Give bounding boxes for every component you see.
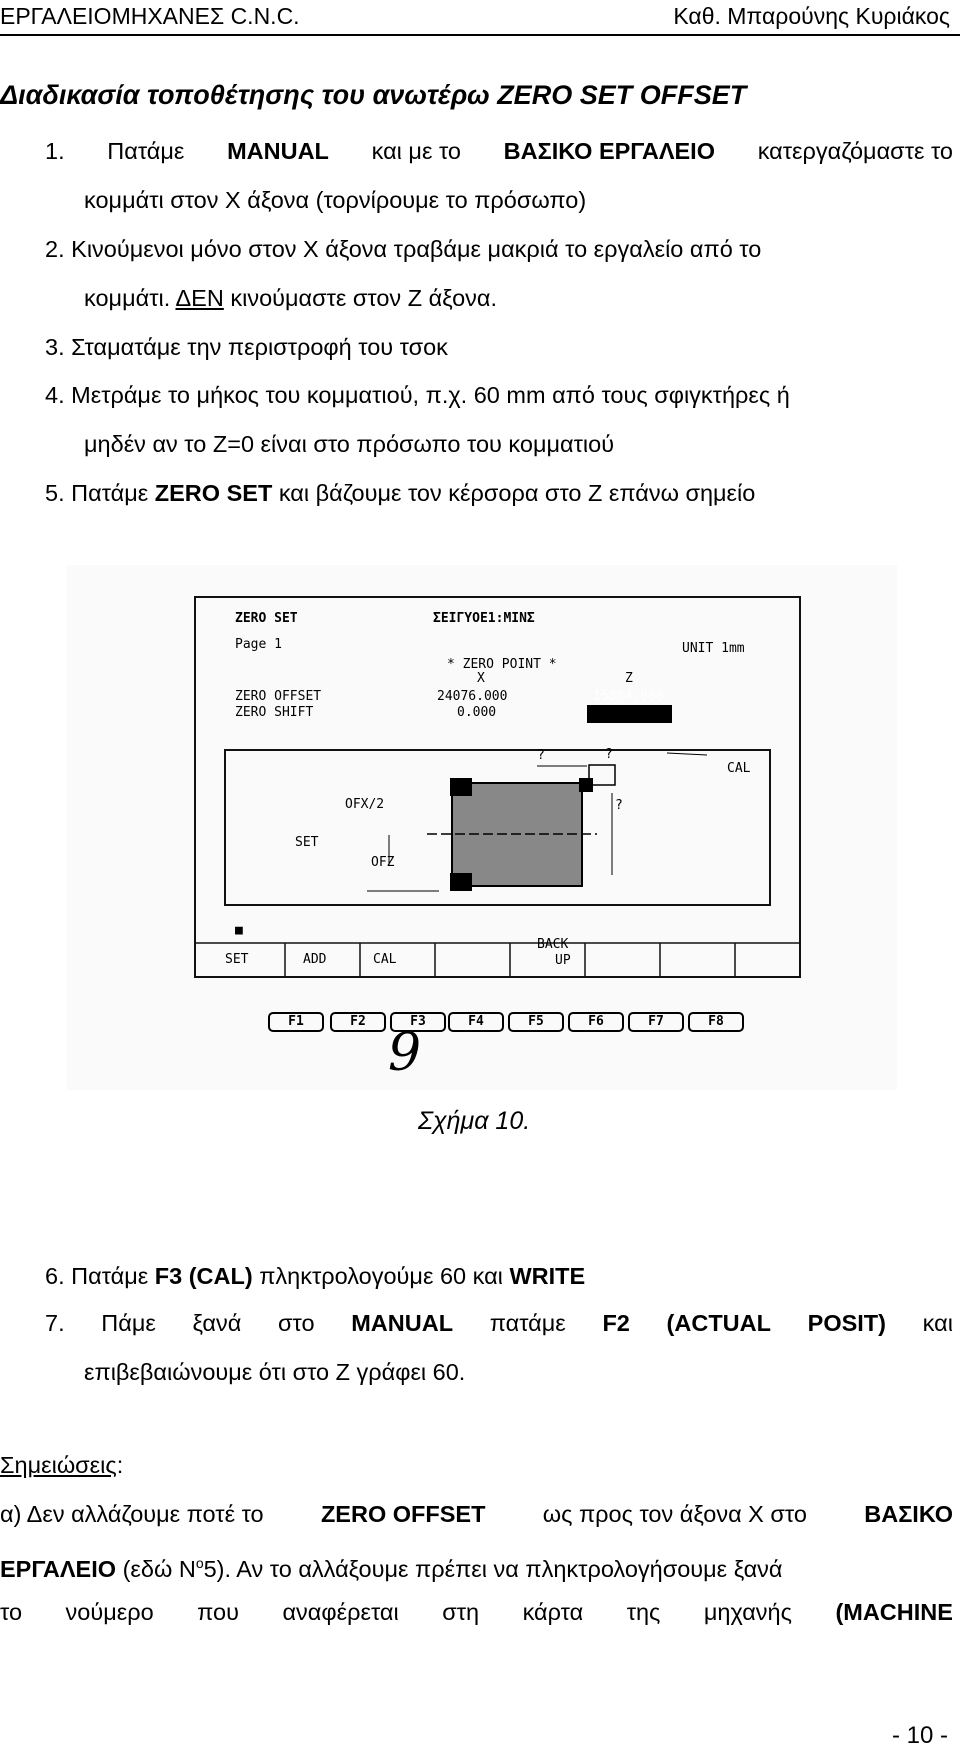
screen-title-tail: ΣΕΙΓΥΟΕ1:ΜΙΝΣ [433,611,535,626]
screen-set-label: SET [295,835,319,850]
screen-ofx-label: OFX/2 [345,797,385,812]
screen-offset-z: 15884.000 [593,689,664,704]
softkey-set: SET [225,952,249,967]
section-title: Διαδικασία τοποθέτησης του ανωτέρω ZERO SET OFFSET [0,80,747,110]
screen-shift-x: 0.000 [457,705,497,720]
screen-col-z: Z [625,671,633,686]
key-f2[interactable]: F2 [330,1012,386,1032]
page-header [0,0,960,36]
step-6: 6. Πατάμε F3 (CAL) πληκτρολογούμε 60 και WRITE [45,1263,586,1289]
key-f3[interactable]: F3 [390,1012,446,1032]
step-7-cont: επιβεβαιώνουμε ότι στο Ζ γράφει 60. [84,1359,466,1385]
step-2-cont: κομμάτι. ΔΕΝ κινούμαστε στον Ζ άξονα. [84,285,498,311]
key-f5[interactable]: F5 [508,1012,564,1032]
step-5: 5. Πατάμε ZERO SET και βάζουμε τον κέρσορα στο Ζ επάνω σημείο [45,480,756,506]
note-line-1: α) Δεν αλλάζουμε ποτέ το ZERO OFFSET ως προς τον άξονα Χ στο ΒΑΣΙΚΟ [0,1501,953,1527]
key-f4[interactable]: F4 [448,1012,504,1032]
screen-cursor: ■ [235,923,243,938]
screen-page: Page 1 [235,637,282,652]
key-f1[interactable]: F1 [268,1012,324,1032]
screen-unit: UNIT 1mm [682,641,745,656]
key-f6[interactable]: F6 [568,1012,624,1032]
note-line-3: το νούμερο που αναφέρεται στη κάρτα της μηχανής (MACHINE [0,1599,953,1625]
step-1-cont: κομμάτι στον Χ άξονα (τορνίρουμε το πρόσωπο) [84,187,587,213]
step-2: 2. Κινούμενοι μόνο στον Χ άξονα τραβάμε μακριά το εργαλείο από το [45,236,762,262]
softkey-add: ADD [303,952,327,967]
key-f8[interactable]: F8 [688,1012,744,1032]
screen-offset-x: 24076.000 [437,689,508,704]
note-line-2: ΕΡΓΑΛΕΙΟ (εδώ $N^o5$). Αν το αλλάξουμε πρέπει να πληκτρολογήσουμε ξανά [0,1555,783,1582]
screen-q3: ? [605,747,613,762]
softkey-cal: CAL [373,952,397,967]
step-4-cont: μηδέν αν το Ζ=0 είναι στο πρόσωπο του κομματιού [84,431,615,457]
screen-title: ZERO SET [235,611,298,626]
hand-pointer-mark: 9 [388,1023,422,1083]
page-number: - 10 - [891,1722,948,1749]
screen-q1: ? [537,748,545,763]
screen-zero-offset-label: ZERO OFFSET [235,689,322,704]
screen-ofz-label: OFZ [371,855,395,870]
step-3: 3. Σταματάμε την περιστροφή του τσοκ [45,334,448,360]
screen-col-x: X [477,671,485,686]
screen-zero-point: * ZERO POINT * [447,657,557,672]
step-7: 7. Πάμε ξανά στο MANUAL πατάμε F2 (ACTUAL POSIT) και [45,1310,953,1336]
key-f7[interactable]: F7 [628,1012,684,1032]
step-4: 4. Μετράμε το μήκος του κομματιού, π.χ. 60 mm από τους σφιγκτήρες ή [45,382,790,408]
screen-cal-label: CAL [727,761,751,776]
header-left: ΕΡΓΑΛΕΙΟΜΗΧΑΝΕΣ C.N.C. [0,3,300,29]
screen-shift-z: 0.000 [609,705,649,720]
softkey-back: BACK [537,937,569,952]
softkey-up: UP [555,953,571,968]
notes-heading: Σημειώσεις: [0,1452,124,1478]
step-1: 1. Πατάμε MANUAL και με το ΒΑΣΙΚΟ ΕΡΓΑΛΕΙΟ κατεργαζόμαστε το [45,138,953,164]
figure-caption: Σχήμα 10. [418,1107,531,1135]
screen-q2: ? [615,798,623,813]
screen-zero-shift-label: ZERO SHIFT [235,705,314,720]
header-right: Καθ. Μπαρούνης Κυριάκος [673,3,950,29]
